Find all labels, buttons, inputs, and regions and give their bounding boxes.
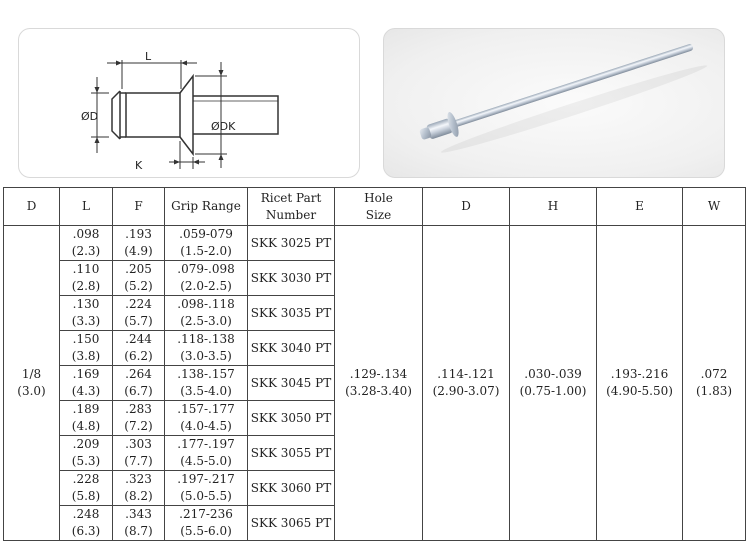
cell-grip: .079-.098 (2.0-2.5) bbox=[165, 261, 248, 296]
cell-part-number: SKK 3065 PT bbox=[248, 506, 335, 541]
cell-l: .189 (4.8) bbox=[60, 401, 113, 436]
rivet-dimension-diagram bbox=[19, 29, 359, 177]
cell-grip: .059-079 (1.5-2.0) bbox=[165, 226, 248, 261]
cell-part-number: SKK 3045 PT bbox=[248, 366, 335, 401]
cell-l: .098 (2.3) bbox=[60, 226, 113, 261]
cell-f: .343 (8.7) bbox=[113, 506, 165, 541]
cell-l: .110 (2.8) bbox=[60, 261, 113, 296]
cell-part-number: SKK 3030 PT bbox=[248, 261, 335, 296]
label-d: ØD bbox=[81, 110, 99, 123]
rivet-photo-panel bbox=[383, 28, 725, 178]
label-l: L bbox=[145, 50, 152, 63]
cell-d2-shared: .114-.121 (2.90-3.07) bbox=[423, 226, 510, 541]
table-row bbox=[4, 226, 746, 261]
cell-f: .205 (5.2) bbox=[113, 261, 165, 296]
table-header-row bbox=[4, 188, 746, 226]
cell-part-number: SKK 3055 PT bbox=[248, 436, 335, 471]
cell-grip: .157-.177 (4.0-4.5) bbox=[165, 401, 248, 436]
cell-l: .209 (5.3) bbox=[60, 436, 113, 471]
cell-e-shared: .193-.216 (4.90-5.50) bbox=[597, 226, 683, 541]
cell-h-shared: .030-.039 (0.75-1.00) bbox=[510, 226, 597, 541]
cell-part-number: SKK 3040 PT bbox=[248, 331, 335, 366]
cell-grip: .138-.157 (3.5-4.0) bbox=[165, 366, 248, 401]
cell-l: .150 (3.8) bbox=[60, 331, 113, 366]
cell-l: .248 (6.3) bbox=[60, 506, 113, 541]
header-l: L bbox=[60, 188, 113, 226]
header-d: D bbox=[4, 188, 60, 226]
cell-w-shared: .072 (1.83) bbox=[683, 226, 746, 541]
cell-grip: .098-.118 (2.5-3.0) bbox=[165, 296, 248, 331]
cell-grip: .177-.197 (4.5-5.0) bbox=[165, 436, 248, 471]
header-e: E bbox=[597, 188, 683, 226]
cell-d-shared: 1/8 (3.0) bbox=[4, 226, 60, 541]
header-part-number: Ricet Part Number bbox=[248, 188, 335, 226]
cell-hole-size-shared: .129-.134 (3.28-3.40) bbox=[335, 226, 423, 541]
cell-grip: .197-.217 (5.0-5.5) bbox=[165, 471, 248, 506]
cell-f: .323 (8.2) bbox=[113, 471, 165, 506]
cell-part-number: SKK 3025 PT bbox=[248, 226, 335, 261]
cell-l: .130 (3.3) bbox=[60, 296, 113, 331]
rivet-diagram-panel bbox=[18, 28, 360, 178]
cell-part-number: SKK 3060 PT bbox=[248, 471, 335, 506]
header-d2: D bbox=[423, 188, 510, 226]
cell-f: .264 (6.7) bbox=[113, 366, 165, 401]
cell-f: .193 (4.9) bbox=[113, 226, 165, 261]
cell-f: .244 (6.2) bbox=[113, 331, 165, 366]
cell-l: .169 (4.3) bbox=[60, 366, 113, 401]
header-h: H bbox=[510, 188, 597, 226]
label-k: K bbox=[135, 159, 143, 172]
cell-f: .303 (7.7) bbox=[113, 436, 165, 471]
header-f: F bbox=[113, 188, 165, 226]
cell-grip: .217-236 (5.5-6.0) bbox=[165, 506, 248, 541]
rivet-photo bbox=[384, 29, 724, 177]
header-grip-range: Grip Range bbox=[165, 188, 248, 226]
cell-f: .224 (5.7) bbox=[113, 296, 165, 331]
cell-l: .228 (5.8) bbox=[60, 471, 113, 506]
header-hole-size: Hole Size bbox=[335, 188, 423, 226]
header-w: W bbox=[683, 188, 746, 226]
cell-part-number: SKK 3035 PT bbox=[248, 296, 335, 331]
cell-part-number: SKK 3050 PT bbox=[248, 401, 335, 436]
cell-f: .283 (7.2) bbox=[113, 401, 165, 436]
label-dk: ØDK bbox=[211, 120, 236, 133]
cell-grip: .118-.138 (3.0-3.5) bbox=[165, 331, 248, 366]
rivet-spec-table bbox=[3, 187, 746, 541]
